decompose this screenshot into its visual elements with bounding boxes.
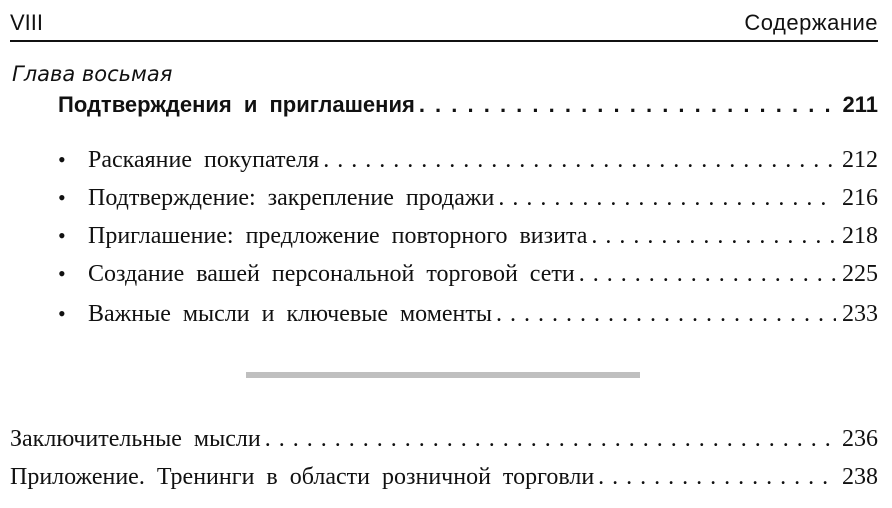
- bullet-icon: •: [58, 185, 66, 210]
- toc-section-entry[interactable]: [58, 147, 878, 174]
- toc-section-entry[interactable]: [58, 301, 878, 328]
- section-title: Приглашение: предложение повторного визита: [88, 223, 588, 249]
- section-divider: [246, 372, 640, 378]
- section-page-number: 218: [842, 223, 878, 249]
- back-matter-page-number: 238: [842, 464, 878, 490]
- running-title: Содержание: [744, 10, 878, 35]
- toc-back-matter-entry[interactable]: [10, 426, 878, 453]
- section-page-number: 233: [842, 301, 878, 327]
- section-title: Подтверждение: закрепление продажи: [88, 185, 495, 211]
- toc-back-matter-entry[interactable]: [10, 464, 878, 491]
- bullet-icon: •: [58, 223, 66, 248]
- section-page-number: 225: [842, 261, 878, 287]
- bullet-icon: •: [58, 301, 66, 326]
- dot-leader: [323, 147, 836, 174]
- back-matter-page-number: 236: [842, 426, 878, 452]
- bullet-icon: •: [58, 147, 66, 172]
- bullet-icon: •: [58, 261, 66, 286]
- chapter-label: Глава восьмая: [12, 62, 173, 86]
- section-title: Раскаяние покупателя: [88, 147, 320, 173]
- section-title: Создание вашей персональной торговой сети: [88, 261, 575, 287]
- toc-chapter-entry[interactable]: [58, 92, 878, 118]
- back-matter-title: Приложение. Тренинги в области розничной торговли: [10, 464, 595, 490]
- dot-leader: [498, 185, 836, 212]
- dot-leader: [579, 261, 836, 288]
- dot-leader: [598, 464, 836, 491]
- dot-leader: [496, 301, 836, 328]
- page-number: VIII: [10, 10, 44, 35]
- dot-leader: [419, 92, 836, 118]
- toc-section-entry[interactable]: [58, 261, 878, 288]
- chapter-title: Подтверждения и приглашения: [58, 92, 415, 117]
- section-page-number: 216: [842, 185, 878, 211]
- toc-section-entry[interactable]: [58, 223, 878, 250]
- toc-section-entry[interactable]: [58, 185, 878, 212]
- page-header: [10, 8, 878, 42]
- back-matter-title: Заключительные мысли: [10, 426, 261, 452]
- chapter-page-number: 211: [842, 92, 878, 117]
- dot-leader: [591, 223, 836, 250]
- dot-leader: [265, 426, 836, 453]
- section-page-number: 212: [842, 147, 878, 173]
- section-title: Важные мысли и ключевые моменты: [88, 301, 493, 327]
